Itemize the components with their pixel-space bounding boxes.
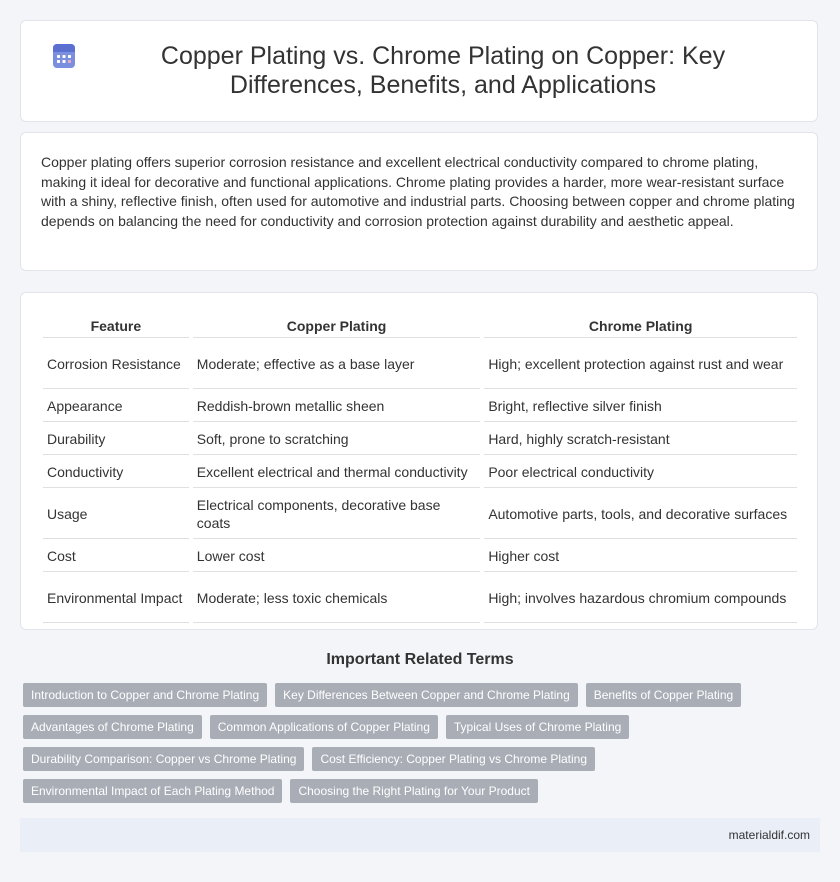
related-term-tag[interactable]: Choosing the Right Plating for Your Product <box>290 779 537 803</box>
table-cell: Higher cost <box>484 541 797 572</box>
table-cell: Poor electrical conductivity <box>484 457 797 488</box>
footer-bar <box>20 818 820 852</box>
table-cell: Cost <box>43 541 189 572</box>
title-wrap <box>21 42 817 100</box>
related-term-tag[interactable]: Environmental Impact of Each Plating Method <box>23 779 282 803</box>
table-cell: Electrical components, decorative base coats <box>193 490 481 539</box>
table-row <box>43 457 797 488</box>
table-row <box>43 424 797 455</box>
table-cell: Soft, prone to scratching <box>193 424 481 455</box>
calculator-icon <box>51 43 77 69</box>
table-cell: Appearance <box>43 391 189 422</box>
table-row <box>43 391 797 422</box>
table-cell: Durability <box>43 424 189 455</box>
page-title: Copper Plating vs. Chrome Plating on Copper: Key Differences, Benefits, and Applications <box>160 42 726 99</box>
table-cell: Usage <box>43 490 189 539</box>
related-term-tag[interactable]: Key Differences Between Copper and Chrome Plating <box>275 683 578 707</box>
table-cell: Reddish-brown metallic sheen <box>193 391 481 422</box>
table-cell: Conductivity <box>43 457 189 488</box>
intro-card <box>20 132 818 271</box>
column-header-copper: Copper Plating <box>193 315 481 338</box>
comparison-table-card <box>20 292 818 630</box>
table-cell: Environmental Impact <box>43 574 189 623</box>
table-row <box>43 574 797 623</box>
column-header-feature: Feature <box>43 315 189 338</box>
table-cell: High; excellent protection against rust and wear <box>484 340 797 389</box>
table-cell: Moderate; less toxic chemicals <box>193 574 481 623</box>
table-cell: Automotive parts, tools, and decorative surfaces <box>484 490 797 539</box>
intro-text: Copper plating offers superior corrosion resistance and excellent electrical conductivity compared to chrome plating, making it ideal for decorative and functional applications. Chrome plating provides a harder, more wear-resistant surface with a shiny, reflective finish, often used for automotive and industrial parts. Choosing between copper and chrome plating depends on balancing the need for conductivity and corrosion protection against durability and aesthetic appeal. <box>41 154 795 229</box>
table-cell: Hard, highly scratch-resistant <box>484 424 797 455</box>
table-row <box>43 541 797 572</box>
table-header-row <box>43 315 797 338</box>
table-row <box>43 490 797 539</box>
related-term-tag[interactable]: Durability Comparison: Copper vs Chrome Plating <box>23 747 304 771</box>
related-term-tag[interactable]: Benefits of Copper Plating <box>586 683 741 707</box>
table-cell: Moderate; effective as a base layer <box>193 340 481 389</box>
table-cell: High; involves hazardous chromium compounds <box>484 574 797 623</box>
table-cell: Bright, reflective silver finish <box>484 391 797 422</box>
related-terms-title: Important Related Terms <box>326 651 514 668</box>
related-term-tag[interactable]: Common Applications of Copper Plating <box>210 715 438 739</box>
table-cell: Lower cost <box>193 541 481 572</box>
table-cell: Excellent electrical and thermal conductivity <box>193 457 481 488</box>
comparison-table <box>39 313 801 625</box>
table-row <box>43 340 797 389</box>
header-card <box>20 20 818 122</box>
related-terms-tags <box>23 683 823 803</box>
column-header-chrome: Chrome Plating <box>484 315 797 338</box>
related-term-tag[interactable]: Typical Uses of Chrome Plating <box>446 715 629 739</box>
related-term-tag[interactable]: Advantages of Chrome Plating <box>23 715 202 739</box>
related-term-tag[interactable]: Cost Efficiency: Copper Plating vs Chrome Plating <box>312 747 595 771</box>
site-link[interactable]: materialdif.com <box>728 828 810 842</box>
table-cell: Corrosion Resistance <box>43 340 189 389</box>
related-term-tag[interactable]: Introduction to Copper and Chrome Plating <box>23 683 267 707</box>
